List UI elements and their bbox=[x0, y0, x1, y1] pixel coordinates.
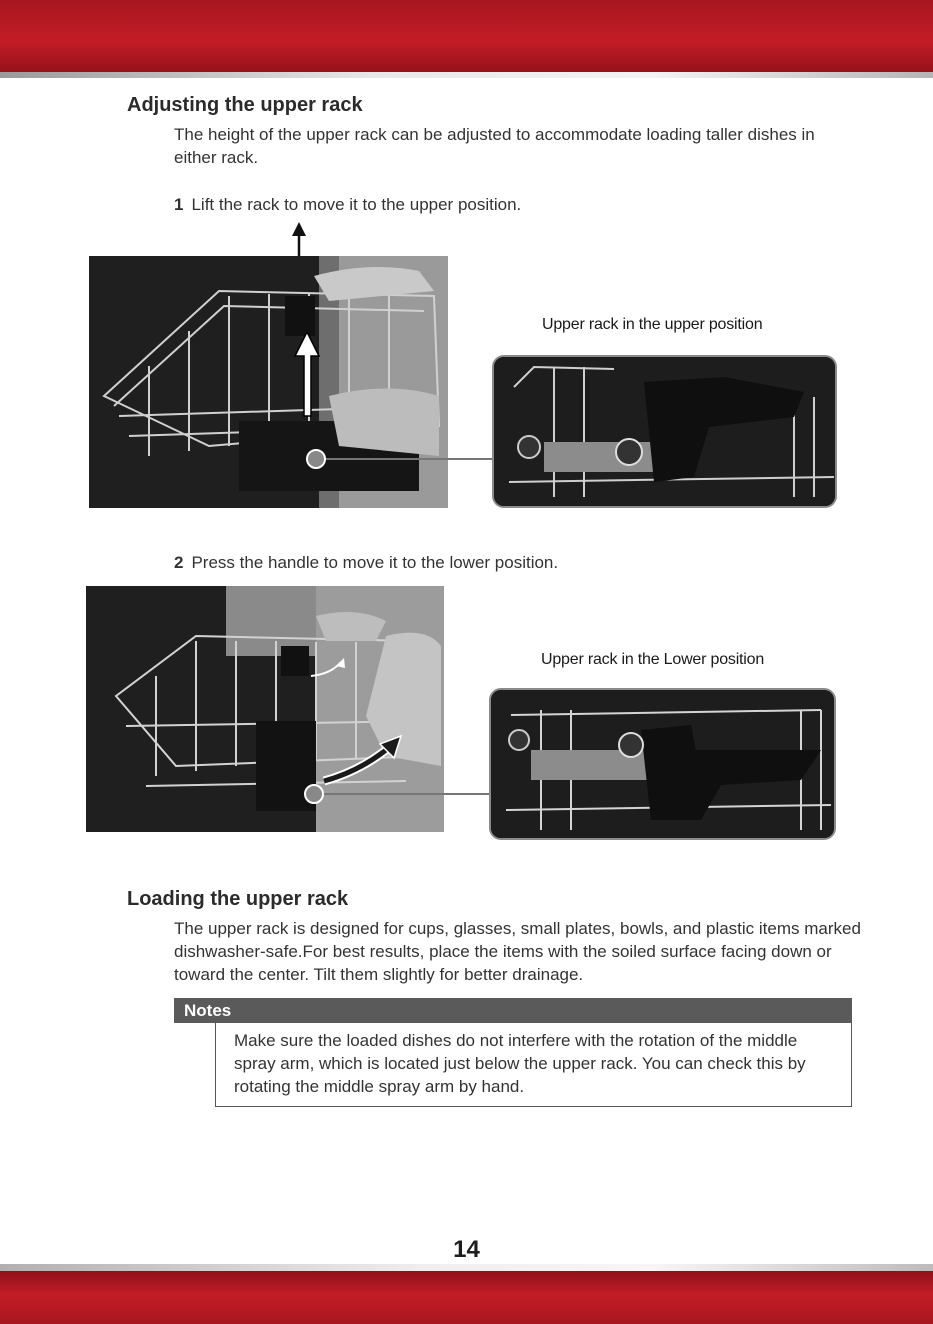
step-2-text: Press the handle to move it to the lower position. bbox=[191, 553, 559, 572]
header-band-shine bbox=[0, 72, 933, 78]
footer-band bbox=[0, 1271, 933, 1324]
step-1 bbox=[174, 195, 521, 215]
photo-upper-position-detail bbox=[492, 355, 837, 508]
loading-body: The upper rack is designed for cups, glasses, small plates, bowls, and plastic items marked dishwasher-safe.For best results, place the items with the soiled surface facing down or toward the center. Tilt them slightly for better drainage. bbox=[174, 919, 861, 984]
page-number: 14 bbox=[453, 1236, 480, 1263]
notes-heading: Notes bbox=[174, 998, 852, 1023]
caption-upper-position: Upper rack in the upper position bbox=[542, 316, 763, 333]
notes-box bbox=[174, 998, 852, 1107]
adjusting-intro: The height of the upper rack can be adjusted to accommodate loading taller dishes in either rack. bbox=[174, 125, 815, 167]
leader-line-2 bbox=[302, 782, 496, 806]
section-title-adjusting: Adjusting the upper rack bbox=[127, 94, 363, 116]
step-1-text: Lift the rack to move it to the upper position. bbox=[191, 195, 522, 214]
footer-band-shine bbox=[0, 1264, 933, 1271]
caption-lower-position: Upper rack in the Lower position bbox=[541, 651, 765, 668]
step-2 bbox=[174, 553, 558, 573]
leader-line-1 bbox=[304, 447, 498, 471]
notes-text: Make sure the loaded dishes do not interfere with the rotation of the middle spray arm, which is located just below the upper rack. You can check this by rotating the middle spray arm by hand. bbox=[215, 1023, 852, 1107]
section-title-loading: Loading the upper rack bbox=[127, 888, 349, 910]
header-band bbox=[0, 0, 933, 76]
step-2-number: 2 bbox=[174, 553, 184, 572]
step-1-number: 1 bbox=[174, 195, 184, 214]
photo-lower-position-detail bbox=[489, 688, 836, 840]
